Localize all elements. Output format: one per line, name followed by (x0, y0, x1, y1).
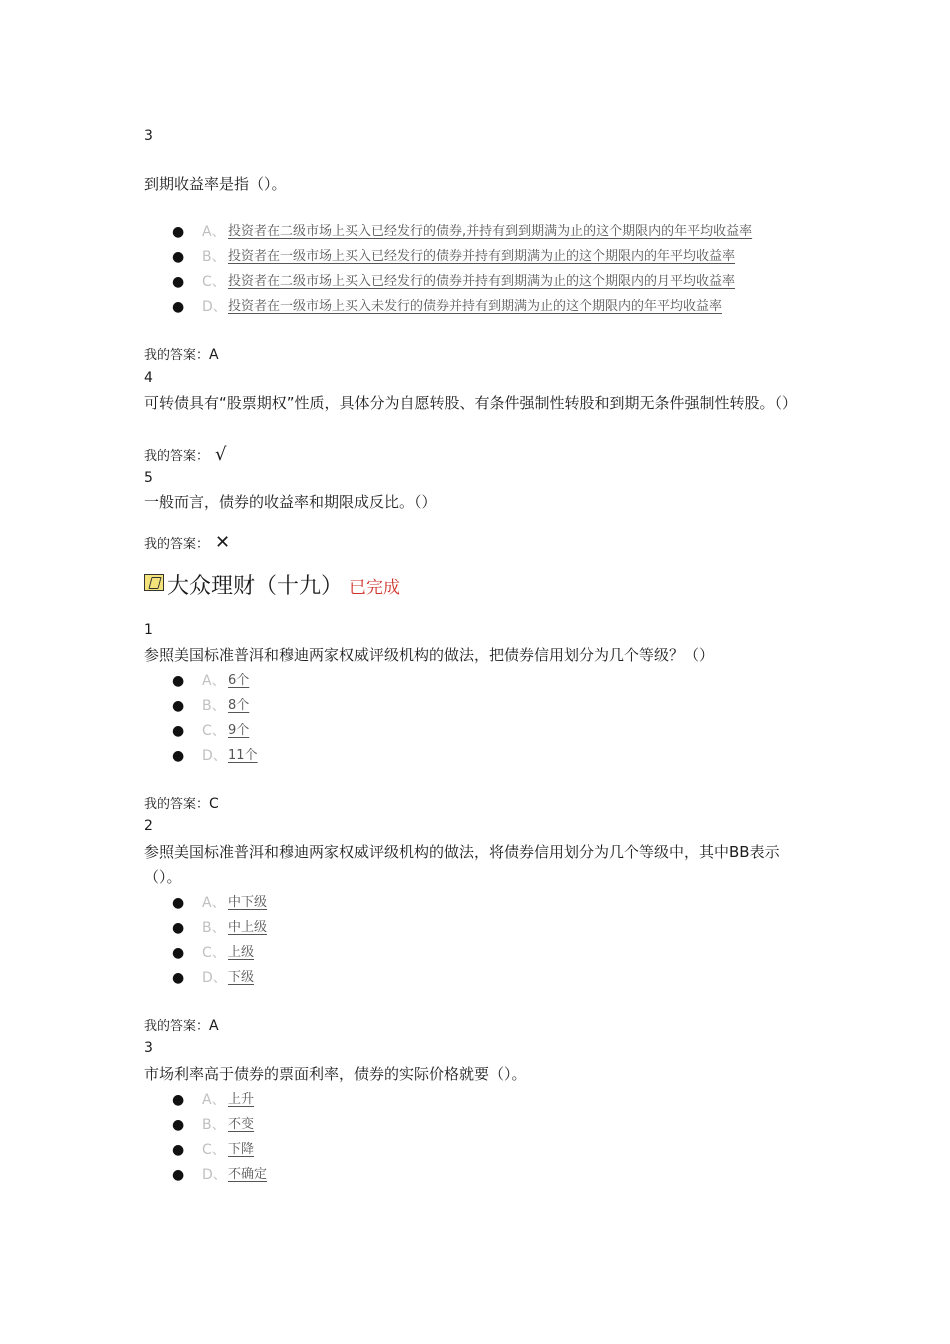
section-title: 大众理财（十九） (167, 574, 344, 599)
question-text: 到期收益率是指（）。 (144, 175, 287, 193)
question-text: 参照美国标准普洱和穆迪两家权威评级机构的做法，把债券信用划分为几个等级？（） (144, 646, 715, 664)
cross-mark-icon: ✕ (215, 532, 231, 553)
edit-icon (144, 574, 164, 591)
my-answer: 我的答案：A (144, 1018, 219, 1034)
question-text: 一般而言，债券的收益率和期限成反比。（） (144, 493, 437, 511)
status-badge: 已完成 (349, 578, 401, 598)
question-number: 3 (144, 128, 153, 144)
check-mark-icon: √ (215, 444, 227, 465)
question-number: 3 (144, 1040, 153, 1056)
question-number: 1 (144, 622, 153, 638)
my-answer: 我的答案：C (144, 796, 219, 812)
my-answer: 我的答案： √ (144, 444, 227, 465)
section-header (144, 569, 400, 600)
question-number: 2 (144, 818, 153, 834)
question-text: 市场利率高于债券的票面利率，债券的实际价格就要（）。 (144, 1065, 527, 1083)
my-answer: 我的答案： ✕ (144, 532, 231, 553)
question-number: 5 (144, 470, 153, 486)
question-number: 4 (144, 370, 153, 386)
question-text: 参照美国标准普洱和穆迪两家权威评级机构的做法，将债券信用划分为几个等级中，其中BB表示（）。 (144, 843, 780, 886)
my-answer: 我的答案：A (144, 347, 219, 363)
question-text: 可转债具有“股票期权”性质，具体分为自愿转股、有条件强制性转股和到期无条件强制性转股。（） (144, 394, 798, 412)
